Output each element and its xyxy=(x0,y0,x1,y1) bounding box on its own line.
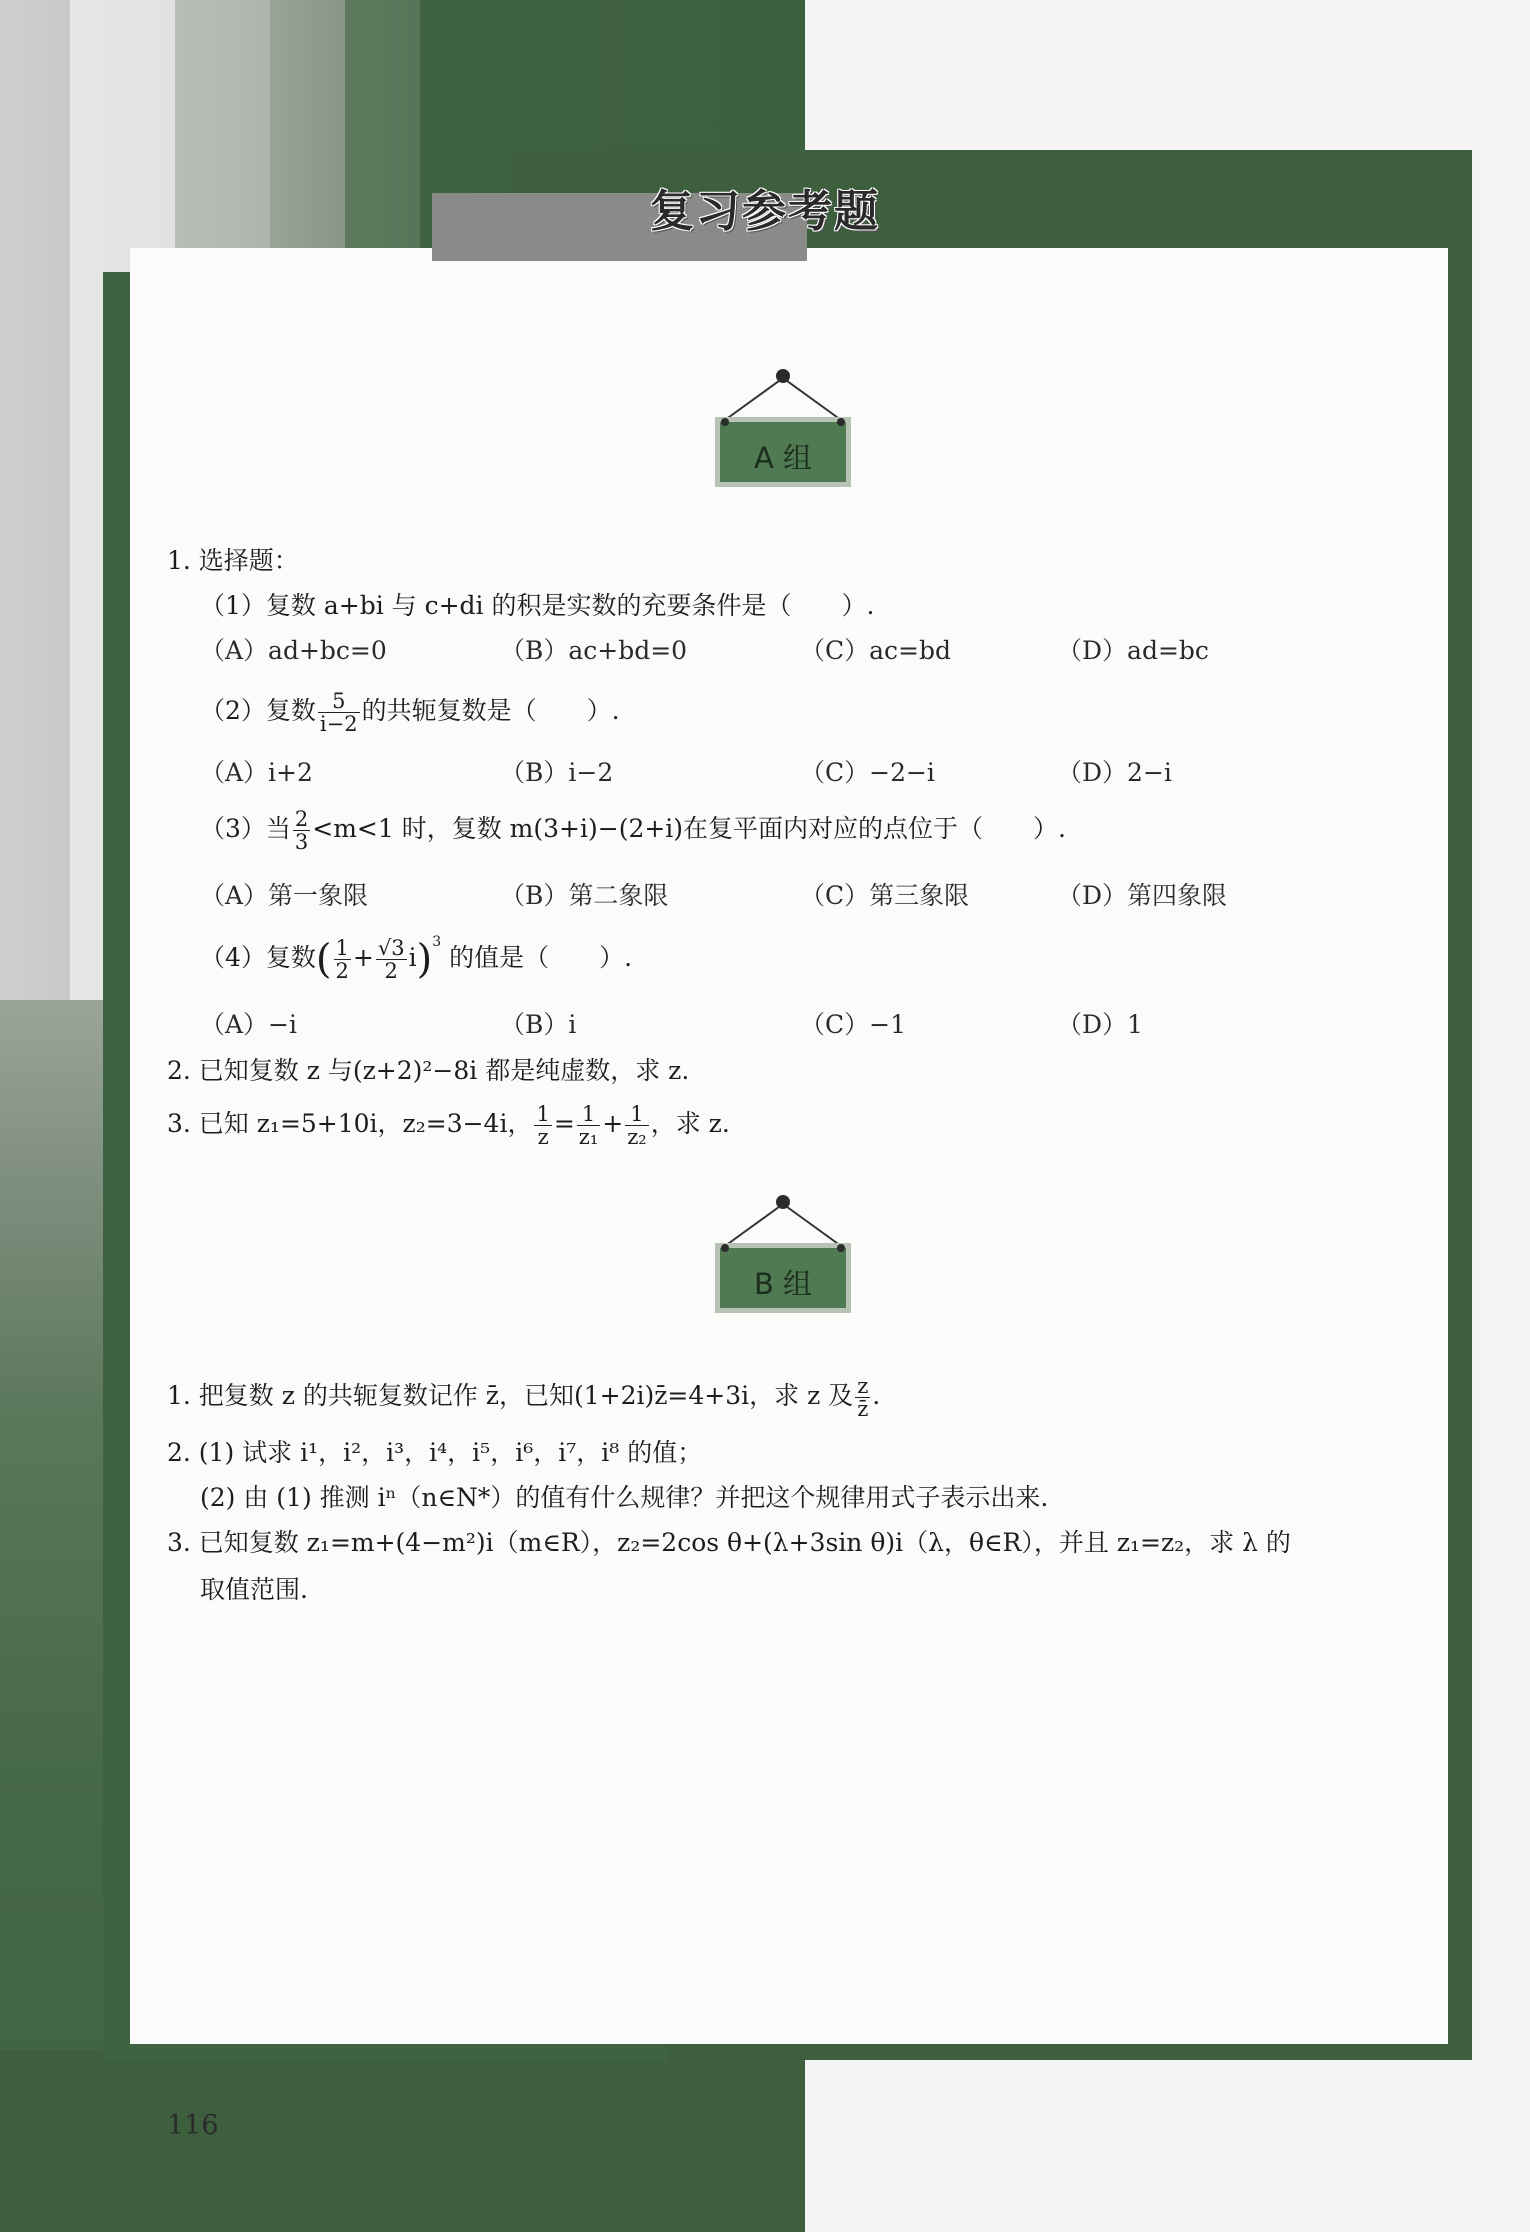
a-q1-2-option-d: （D）2−i xyxy=(1057,758,1172,787)
a-q1-2-fraction xyxy=(318,690,360,735)
page-number: 116 xyxy=(167,2110,219,2141)
fraction-denominator: z̄ xyxy=(857,1397,869,1422)
b-q1-prefix: 1. 把复数 z 的共轭复数记作 z̄，已知(1+2i)z̄=4+3i，求 z 及 xyxy=(167,1381,854,1411)
open-paren: ( xyxy=(315,936,332,983)
a-q1-3-option-a: （A）第一象限 xyxy=(200,881,369,910)
a-q1-1-option-d: （D）ad=bc xyxy=(1057,636,1209,665)
group-b-label: B 组 xyxy=(753,1267,813,1301)
a-q3-prefix: 3. 已知 z₁=5+10i，z₂=3−4i， xyxy=(167,1109,533,1139)
group-b-sign xyxy=(713,1188,853,1316)
a-q3-fraction-3 xyxy=(625,1103,648,1148)
a-q1-4-option-a: （A）−i xyxy=(200,1010,297,1039)
a-q1-2-stem xyxy=(200,690,620,735)
a-q3-fraction-1 xyxy=(534,1103,551,1148)
a-q1-4-stem xyxy=(200,935,632,982)
a-q1-3-fraction xyxy=(293,808,310,853)
a-q3 xyxy=(167,1103,730,1148)
page-title: 复习参考题 xyxy=(650,186,880,237)
fraction-denominator: 2 xyxy=(335,959,349,983)
fraction-numerator: 1 xyxy=(577,1103,600,1126)
exponent: 3 xyxy=(432,934,442,950)
b-q3-line-2: 取值范围. xyxy=(200,1575,308,1604)
a-q1-1-option-c: （C）ac=bd xyxy=(800,636,951,665)
a-q2: 2. 已知复数 z 与(z+2)²−8i 都是纯虚数，求 z. xyxy=(167,1056,690,1085)
a-q1-1-option-b: （B）ac+bd=0 xyxy=(500,636,688,665)
a-q1-2-suffix: 的共轭复数是（ ）. xyxy=(361,696,620,726)
a-q1-lead: 1. 选择题： xyxy=(167,546,299,575)
a-q1-2-prefix: （2）复数 xyxy=(200,696,316,726)
fraction-numerator: 1 xyxy=(536,1102,550,1126)
b-q1 xyxy=(167,1375,880,1420)
a-q1-3-option-c: （C）第三象限 xyxy=(800,881,970,910)
a-q1-2-option-b: （B）i−2 xyxy=(500,758,614,787)
a-q1-4-fraction-1 xyxy=(334,937,351,982)
close-paren: ) xyxy=(416,936,433,983)
a-q1-4-option-d: （D）1 xyxy=(1057,1010,1143,1039)
group-a-label: A 组 xyxy=(753,441,813,475)
fraction-numerator: 5 xyxy=(318,690,360,713)
a-q1-4-option-b: （B）i xyxy=(500,1010,577,1039)
a-q3-suffix: ，求 z. xyxy=(650,1109,730,1139)
group-a-sign xyxy=(713,362,853,490)
fraction-denominator: 3 xyxy=(294,830,309,855)
b-q1-fraction xyxy=(855,1375,870,1420)
imaginary-unit: i xyxy=(408,943,417,972)
a-q1-3-option-d: （D）第四象限 xyxy=(1057,881,1228,910)
fraction-denominator: 2 xyxy=(384,959,398,983)
fraction-numerator: 2 xyxy=(294,807,309,831)
a-q1-2-option-a: （A）i+2 xyxy=(200,758,313,787)
fraction-denominator: z₁ xyxy=(578,1125,599,1150)
a-q1-3-suffix: <m<1 时，复数 m(3+i)−(2+i)在复平面内对应的点位于（ ）. xyxy=(312,814,1066,844)
a-q1-1-stem: （1）复数 a+bi 与 c+di 的积是实数的充要条件是（ ）. xyxy=(200,591,875,620)
b-q2-part-1: 2. (1) 试求 i¹，i²，i³，i⁴，i⁵，i⁶，i⁷，i⁸ 的值； xyxy=(167,1438,703,1467)
a-q1-4-fraction-2 xyxy=(376,937,407,982)
fraction-numerator: z xyxy=(857,1374,869,1398)
a-q3-fraction-2 xyxy=(577,1103,600,1148)
a-q1-2-option-c: （C）−2−i xyxy=(800,758,935,787)
equals-sign: = xyxy=(553,1109,575,1139)
a-q1-3-option-b: （B）第二象限 xyxy=(500,881,669,910)
a-q1-4-prefix: （4）复数 xyxy=(200,943,316,972)
fraction-denominator: z xyxy=(537,1125,549,1150)
fraction-denominator: z₂ xyxy=(627,1125,647,1150)
a-q1-4-option-c: （C）−1 xyxy=(800,1010,906,1039)
fraction-numerator: √3 xyxy=(377,935,405,960)
fraction-numerator: 1 xyxy=(625,1103,648,1126)
a-q1-4-suffix: 的值是（ ）. xyxy=(449,943,633,972)
background-bottom-band xyxy=(0,2050,805,2232)
plus-sign: + xyxy=(602,1109,624,1139)
fraction-numerator: 1 xyxy=(335,935,349,960)
plus-sign: + xyxy=(352,943,374,972)
a-q1-1-option-a: （A）ad+bc=0 xyxy=(200,636,387,665)
fraction-denominator: i−2 xyxy=(319,712,358,737)
a-q1-3-stem xyxy=(200,808,1066,853)
a-q1-3-prefix: （3）当 xyxy=(200,814,291,844)
b-q1-suffix: . xyxy=(872,1381,881,1411)
b-q3-line-1: 3. 已知复数 z₁=m+(4−m²)i（m∈R），z₂=2cos θ+(λ+3sin θ)i（λ，θ∈R），并且 z₁=z₂，求 λ 的 xyxy=(167,1528,1291,1557)
b-q2-part-2: (2) 由 (1) 推测 iⁿ（n∈N*）的值有什么规律？并把这个规律用式子表示出来. xyxy=(200,1483,1049,1512)
